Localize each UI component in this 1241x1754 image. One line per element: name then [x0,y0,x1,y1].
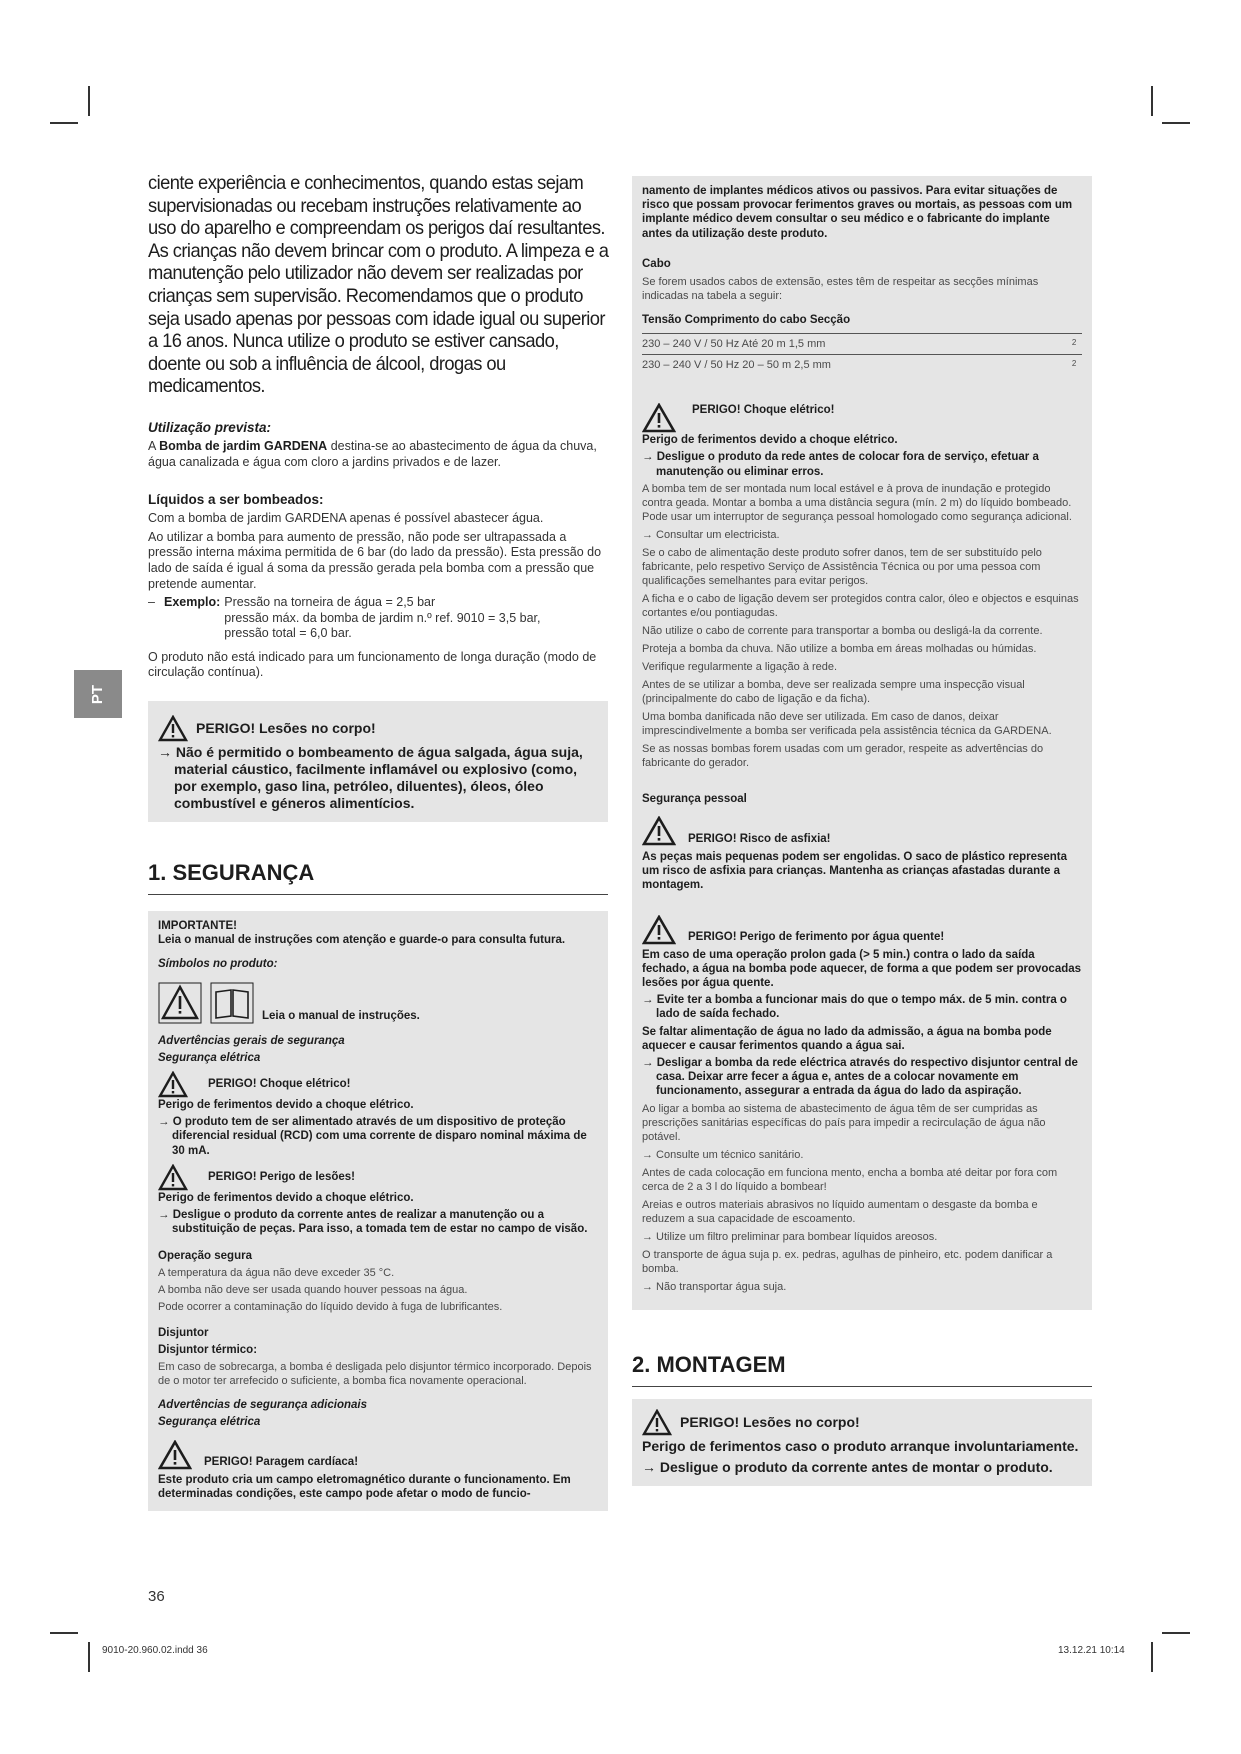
crop-mark [88,86,90,116]
crop-mark [1151,86,1153,116]
footer-date: 13.12.21 10:14 [1058,1645,1125,1656]
safety-box: IMPORTANTE! Leia o manual de instruções com atenção e guarde-o para consulta futura. Símbolos no produto: Leia o manual de instruções. Advertências gerais de segurança Segurança elétrica PERIGO! Choque elétrico! Perigo de ferimentos devido a choque elétrico. → O produto tem de ser alimentado através de um dispositivo de proteção diferencial residual (RCD) com uma corrente de disparo nominal máxima de 30 mA. PERIGO! Perigo de lesões! Perigo de ferimentos devido a choque elétrico. → Desligue o produto da corrente antes de realizar a manutenção ou a substituição de peças. Para isso, a tomada tem de estar no campo de visão. Operação segura A temperatura da água não deve exceder 35 °C. A bomba não deve ser usada quando houver pessoas na água. Pode ocorrer a contaminação do líquido devido à fuga de lubrificantes. Disjuntor Disjuntor térmico: Em caso de sobrecarga, a bomba é desligada pelo disjuntor térmico incorporado. Depois de o motor ter arrefecido o suficiente, a bomba fica novamente operacional. Advertências de segurança adicionais Segurança elétrica PERIGO! Paragem cardíaca! Este produto cria um campo eletromagnético durante o funcionamento. Em determinadas condições, este campo pode afetar o modo de funcio- [148,911,608,1511]
table-row: 230 – 240 V / 50 Hz 20 – 50 m 2,5 mm 2 [642,355,1082,376]
crop-mark [1151,1642,1153,1672]
footer-file: 9010-20.960.02.indd 36 [102,1645,208,1656]
section-safety: 1. SEGURANÇA [148,860,608,895]
crop-mark [1162,1632,1190,1634]
warning-icon [158,715,188,742]
liquids-p1: Com a bomba de jardim GARDENA apenas é possível abastecer água. [148,511,544,526]
crop-mark [88,1642,90,1672]
crop-mark [50,1632,78,1634]
warning-icon [158,1164,188,1191]
warning-icon [158,982,202,1024]
warning-icon [642,403,676,433]
table-row: 230 – 240 V / 50 Hz Até 20 m 1,5 mm 2 [642,334,1082,355]
use-paragraph: A Bomba de jardim GARDENA destina-se ao abastecimento de água da chuva, água canalizada e água com cloro a jardins privados e de lazer. [148,438,597,469]
crop-mark [50,122,78,124]
warning-icon [642,1409,672,1436]
assembly-danger-box: PERIGO! Lesões no corpo! Perigo de ferimentos caso o produto arranque involuntariamente. → Desligue o produto da corrente antes de montar o produto. [632,1399,1092,1486]
danger-box-body: PERIGO! Lesões no corpo! → Não é permitido o bombeamento de água salgada, água suja, material cáustico, facilmente inflamável ou explosivo (como, por exemplo, gaso lina, petróleo, diluentes), óleos, óleo combustível e géneros alimentícios. [148,701,608,822]
page-number: 36 [148,1588,165,1605]
section-assembly: 2. MONTAGEM [632,1352,1092,1387]
warning-icon [158,1071,188,1098]
crop-mark [1162,122,1190,124]
right-column [632,176,1092,1486]
liquids-heading: Líquidos a ser bombeados: [148,492,324,508]
warning-icon [158,1440,192,1470]
language-tab: PT [74,670,122,718]
continuous-note: O produto não está indicado para um funcionamento de longa duração (modo de circulação contínua). [148,649,597,680]
warning-icon [642,915,676,945]
use-heading: Utilização prevista: [148,419,272,435]
cable-table [642,333,1082,375]
intro-paragraph: ciente experiência e conhecimentos, quando estas sejam supervisionadas ou recebam instruções relativamente ao uso do aparelho e compreendam os perigos daí resultantes. As crianças não devem brincar com o produto. A limpeza e a manutenção pelo utilizador não devem ser realizadas por crianças sem supervisão. Recomendamos que o produto seja usado apenas por pessoas com idade igual ou superior a 16 anos. Nunca utilize o produto se estiver cansado, doente ou sob a influência de álcool, drogas ou medicamentos. [148,172,609,398]
right-box: namento de implantes médicos ativos ou passivos. Para evitar situações de risco que possam provocar ferimentos graves ou mortais, as pessoas com um implante médico devem consultar o seu médico e o fabricante do implante antes da utilização deste produto. Cabo Se forem usados cabos de extensão, estes têm de respeitar as secções mínimas indicadas na tabela a seguir: Tensão Comprimento do cabo Secção 230 – 240 V / 50 Hz Até 20 m 1,5 mm 2 230 – 240 V / 50 Hz 20 – 50 m 2,5 mm 2 PERIGO! Choque elétrico! Perigo de ferimentos devido a choque elétrico. → Desligue o produto da rede antes de colocar fora de serviço, efetuar a manutenção ou eliminar erros. A bomba tem de ser montada num local estável e à prova de inundação e protegido contra geada. Montar a bomba a uma distância segura (mín. 2 m) do líquido bombeado. Pode usar um interruptor de segurança pessoal homologado como segurança adicional. → Consultar um electricista. Se o cabo de alimentação deste produto sofrer danos, tem de ser substituído pelo fabricante, pelo respetivo Serviço de Assistência Técnica ou por uma pessoa com qualificações semelhantes para evitar perigos. A ficha e o cabo de ligação devem ser protegidos contra calor, óleo e objectos e esquinas cortantes e/ou pontiagudas. Não utilize o cabo de corrente para transportar a bomba ou desligá-la da corrente. Proteja a bomba da chuva. Não utilize a bomba em áreas molhadas ou húmidas. Verifique regularmente a ligação à rede. Antes de se utilizar a bomba, deve ser realizada sempre uma inspecção visual (principalmente do cabo de ligação e da ficha). Uma bomba danificada não deve ser utilizada. Em caso de danos, deixar imprescindivelmente a bomba ser verificada pela assistência técnica da GARDENA. Se as nossas bombas forem usadas com um gerador, respeite as advertências do fabricante do gerador. Segurança pessoal PERIGO! Risco de asfixia! As peças mais pequenas podem ser engolidas. O saco de plástico representa um risco de asfixia para crianças. Mantenha as crianças afastadas durante a montagem. PERIGO! Perigo de ferimento por água quente! Em caso de uma operação prolon gada (> 5 min.) contra o lado da saída fechado, a água na bomba pode aquecer, de forma a que podem ser provocadas lesões por água quente. → Evite ter a bomba a funcionar mais do que o tempo máx. de 5 min. contra o lado de saída fechado. Se faltar alimentação de água no lado da admissão, a água na bomba pode aquecer e causar ferimentos quando a água sai. → Desligar a bomba da rede eléctrica através do respectivo disjuntor central de casa. Deixar arre fecer a água e, antes de a colocar novamente em funcionamento, assegurar a entrada da água do lado da aspiração. Ao ligar a bomba ao sistema de abastecimento de água têm de ser cumpridas as prescrições sanitárias específicas do país para impedir a recirculação de água não potável. → Consulte um técnico sanitário. Antes de cada colocação em funciona mento, encha a bomba até deitar por fora com cerca de 2 a 3 l do líquido a bombear! Areias e outros materiais abrasivos no líquido aumentam o desgaste da bomba e reduzem a sua capacidade de escoamento. → Utilize um filtro preliminar para bombear líquidos areosos. O transporte de água suja p. ex. pedras, agulhas de pinheiro, etc. podem danificar a bomba. → Não transportar água suja. [632,176,1092,1310]
warning-icon [642,816,676,846]
manual-icon [210,982,254,1024]
left-column [148,172,608,1511]
liquids-p2: Ao utilizar a bomba para aumento de pressão, não pode ser ultrapassada a pressão interna máxima permitida de 6 bar (do lado da pressão). Esta pressão do lado de saída é igual á soma da pressão gerada pela bomba com a pressão que pretende aumentar. [148,529,602,591]
example: – Exemplo: Pressão na torneira de água = 2,5 bar pressão máx. da bomba de jardim n.º ref. 9010 = 3,5 bar, pressão total = 6,0 bar. [148,595,541,641]
